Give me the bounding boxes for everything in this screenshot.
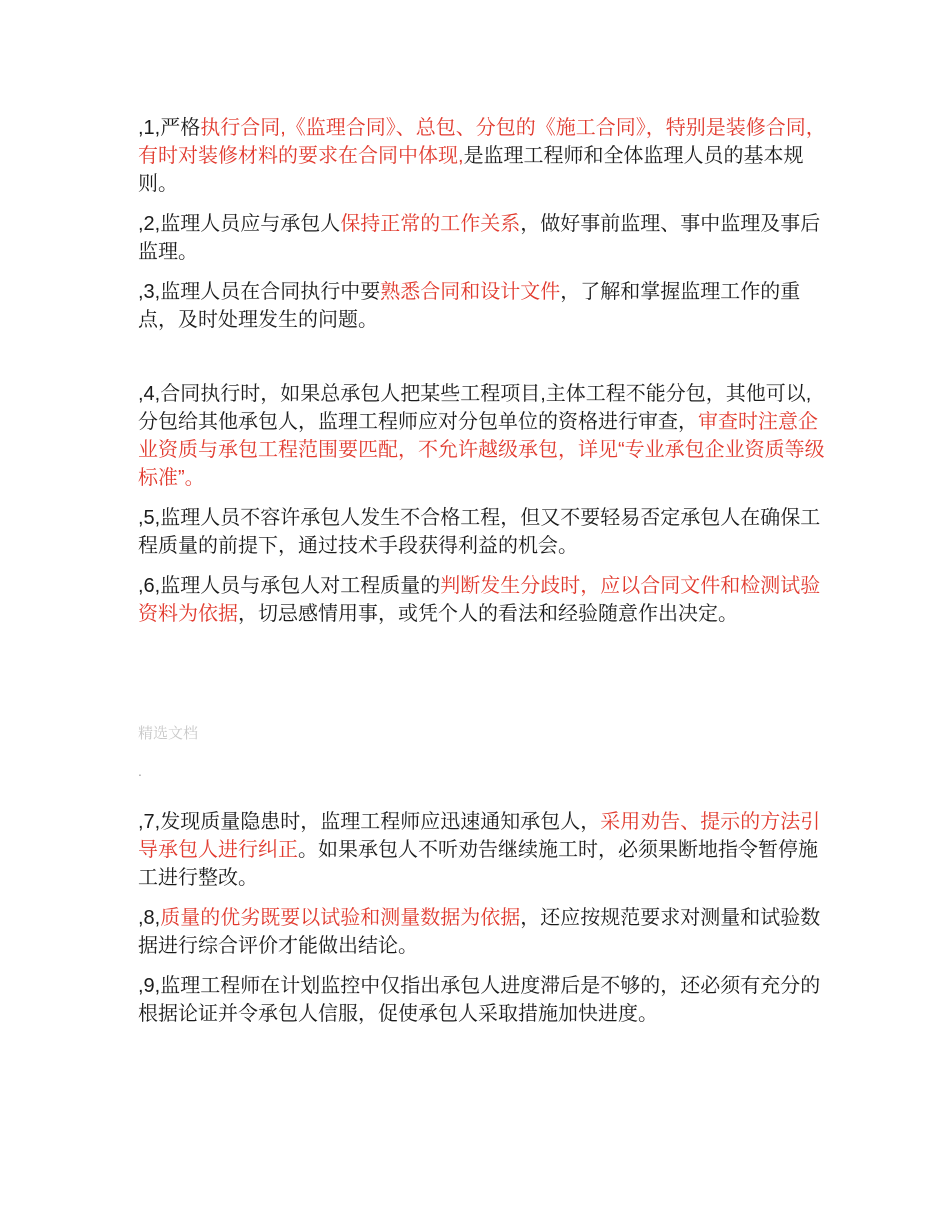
text-segment: ,4,合同执行时，如果总承包人把某些工程项目,主体工程不能分包，其他可以,分包给其他承包人，监理工程师应对分包单位的资格进行审查， [138, 383, 812, 433]
highlighted-text-segment: 采用劝告、提示的方法引导承包人进行纠正 [138, 811, 821, 861]
text-segment: ，做好事前监理、事中监理及事后监理。 [138, 213, 821, 263]
highlighted-text-segment: 审查时注意企业资质与承包工程范围要匹配，不允许越级承包，详见“专业承包企业资质等级标准”。 [138, 411, 825, 489]
text-segment: ,6,监理人员与承包人对工程质量的 [138, 575, 441, 597]
text-segment: 是监理工程师和全体监理人员的基本规则。 [138, 145, 804, 195]
watermark-label: 精选文档 [138, 725, 199, 742]
paragraph-7 [138, 808, 830, 892]
highlighted-text-segment: 熟悉合同和设计文件 [380, 281, 561, 303]
text-segment: ，了解和掌握监理工作的重点，及时处理发生的问题。 [138, 281, 801, 331]
paragraph-4 [138, 380, 830, 492]
text-segment: 。如果承包人不听劝告继续施工时，必须果断地指令暂停施工进行整改。 [138, 839, 818, 889]
paragraph-5 [138, 504, 830, 560]
text-segment: ,1,严格 [138, 117, 201, 139]
highlighted-text-segment: 执行合同,《监理合同》、总包、分包的《施工合同》，特别是装修合同，有时对装修材料的要求在合同中体现, [138, 117, 826, 167]
paragraph-1 [138, 114, 830, 198]
highlighted-text-segment: 质量的优劣既要以试验和测量数据为依据 [160, 907, 521, 929]
paragraph-2 [138, 210, 830, 266]
page-break-dot: . [138, 763, 142, 779]
highlighted-text-segment: 判断发生分歧时，应以合同文件和检测试验资料为依据 [138, 575, 821, 625]
text-segment: ,2,监理人员应与承包人 [138, 213, 341, 235]
text-segment: ，还应按规范要求对测量和试验数据进行综合评价才能做出结论。 [138, 907, 821, 957]
paragraph-6 [138, 572, 830, 628]
text-segment: ,9,监理工程师在计划监控中仅指出承包人进度滞后是不够的，还必须有充分的根据论证并令承包人信服，促使承包人采取措施加快进度。 [138, 975, 821, 1025]
text-segment: ,5,监理人员不容许承包人发生不合格工程，但又不要轻易否定承包人在确保工程质量的前提下，通过技术手段获得利益的机会。 [138, 507, 821, 557]
highlighted-text-segment: 保持正常的工作关系 [340, 213, 521, 235]
paragraph-3 [138, 278, 830, 334]
text-segment: ，切忌感情用事，或凭个人的看法和经验随意作出决定。 [238, 603, 738, 625]
paragraph-9 [138, 972, 830, 1028]
paragraph-8 [138, 904, 830, 960]
text-segment: ,8, [138, 907, 161, 929]
text-segment: ,7,发现质量隐患时，监理工程师应迅速通知承包人， [138, 811, 601, 833]
text-segment: ,3,监理人员在合同执行中要 [138, 281, 381, 303]
